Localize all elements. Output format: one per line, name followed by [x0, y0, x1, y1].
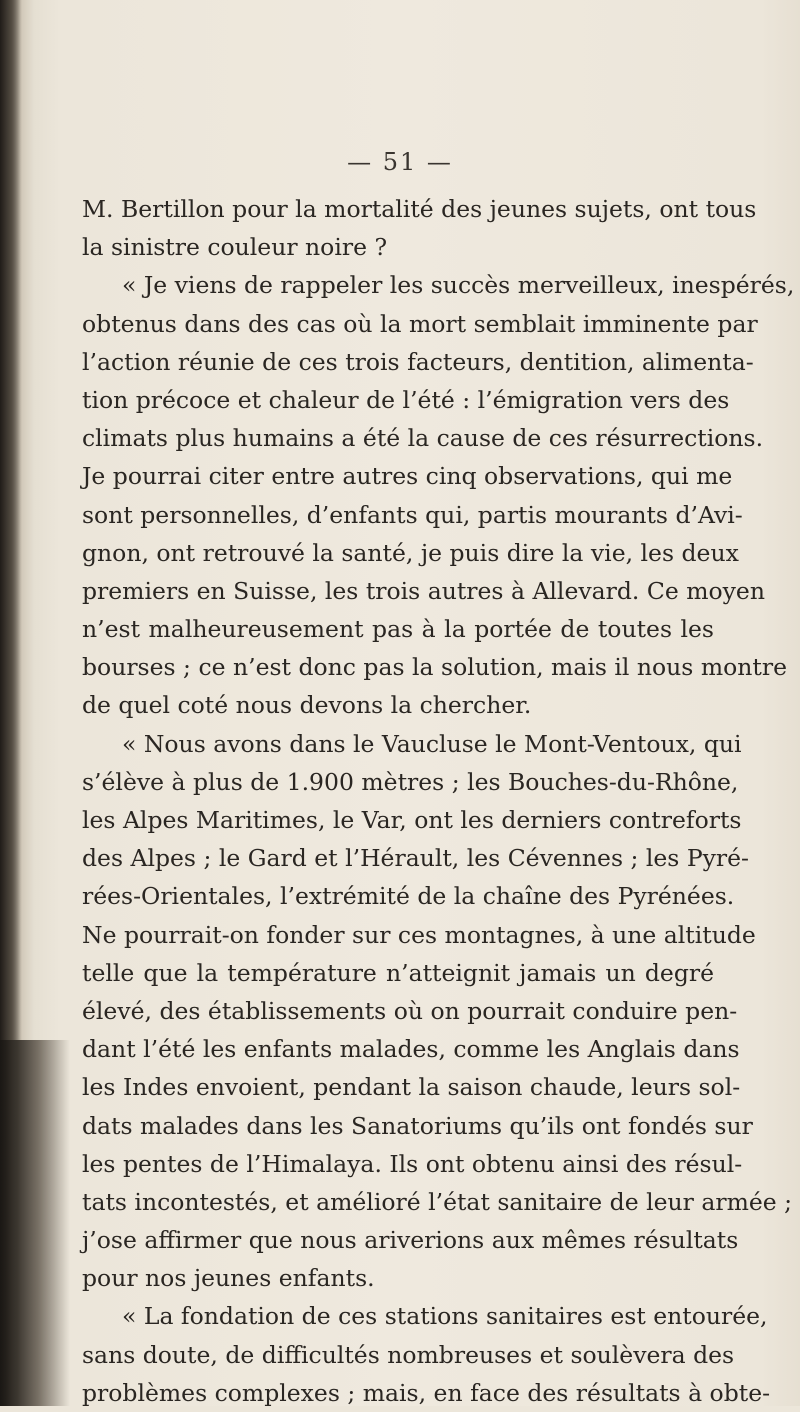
text-line: « Je viens de rappeler les succès merveilleux, inespérés,: [122, 271, 795, 300]
text-line: Je pourrai citer entre autres cinq observations, qui me: [82, 462, 733, 491]
text-line: tion précoce et chaleur de l’été : l’émigration vers des: [82, 385, 730, 414]
text-line: s’élève à plus de 1.900 mètres ; les Bouches-du-Rhône,: [82, 767, 739, 796]
text-line: élevé, des établissements où on pourrait conduire pen-: [82, 996, 738, 1025]
text-line: sans doute, de difficultés nombreuses et soulèvera des: [82, 1340, 735, 1369]
page-edge-stain: [0, 1040, 70, 1406]
text-line: telle que la température n’atteignit jamais un degré: [82, 958, 714, 987]
text-line: rées-Orientales, l’extrémité de la chaîne des Pyrénées.: [82, 882, 735, 911]
body-text: [82, 190, 795, 1412]
text-line: la sinistre couleur noire ?: [82, 233, 388, 262]
text-line: premiers en Suisse, les trois autres à Allevard. Ce moyen: [82, 576, 765, 605]
text-line: « La fondation de ces stations sanitaires est entourée,: [122, 1302, 768, 1331]
text-line: les Indes envoient, pendant la saison chaude, leurs sol-: [82, 1073, 741, 1102]
text-line: les pentes de l’Himalaya. Ils ont obtenu ainsi des résul-: [82, 1149, 743, 1178]
text-line: pour nos jeunes enfants.: [82, 1264, 375, 1293]
text-line: l’action réunie de ces trois facteurs, dentition, alimenta-: [82, 347, 754, 376]
text-line: bourses ; ce n’est donc pas la solution, mais il nous montre: [82, 653, 787, 682]
text-line: sont personnelles, d’enfants qui, partis mourants d’Avi-: [82, 500, 743, 529]
text-line: n’est malheureusement pas à la portée de toutes les: [82, 615, 714, 644]
text-line: des Alpes ; le Gard et l’Hérault, les Cévennes ; les Pyré-: [82, 844, 749, 873]
text-line: « Nous avons dans le Vaucluse le Mont-Ventoux, qui: [122, 729, 742, 758]
text-line: de quel coté nous devons la chercher.: [82, 691, 532, 720]
text-line: problèmes complexes ; mais, en face des résultats à obte-: [82, 1378, 771, 1407]
page-number: — 51 —: [347, 148, 453, 176]
text-line: tats incontestés, et amélioré l’état sanitaire de leur armée ;: [82, 1187, 793, 1216]
text-line: Ne pourrait-on fonder sur ces montagnes, à une altitude: [82, 920, 756, 949]
text-line: dats malades dans les Sanatoriums qu’ils ont fondés sur: [82, 1111, 753, 1140]
text-line: les Alpes Maritimes, le Var, ont les derniers contreforts: [82, 806, 742, 834]
text-line: obtenus dans des cas où la mort semblait imminente par: [82, 309, 758, 338]
text-line: dant l’été les enfants malades, comme les Anglais dans: [82, 1035, 740, 1064]
text-line: climats plus humains a été la cause de ces résurrections.: [82, 424, 764, 453]
text-line: j’ose affirmer que nous ariverions aux mêmes résultats: [82, 1226, 739, 1255]
text-line: M. Bertillon pour la mortalité des jeunes sujets, ont tous: [82, 195, 757, 223]
text-line: gnon, ont retrouvé la santé, je puis dire la vie, les deux: [82, 538, 739, 567]
